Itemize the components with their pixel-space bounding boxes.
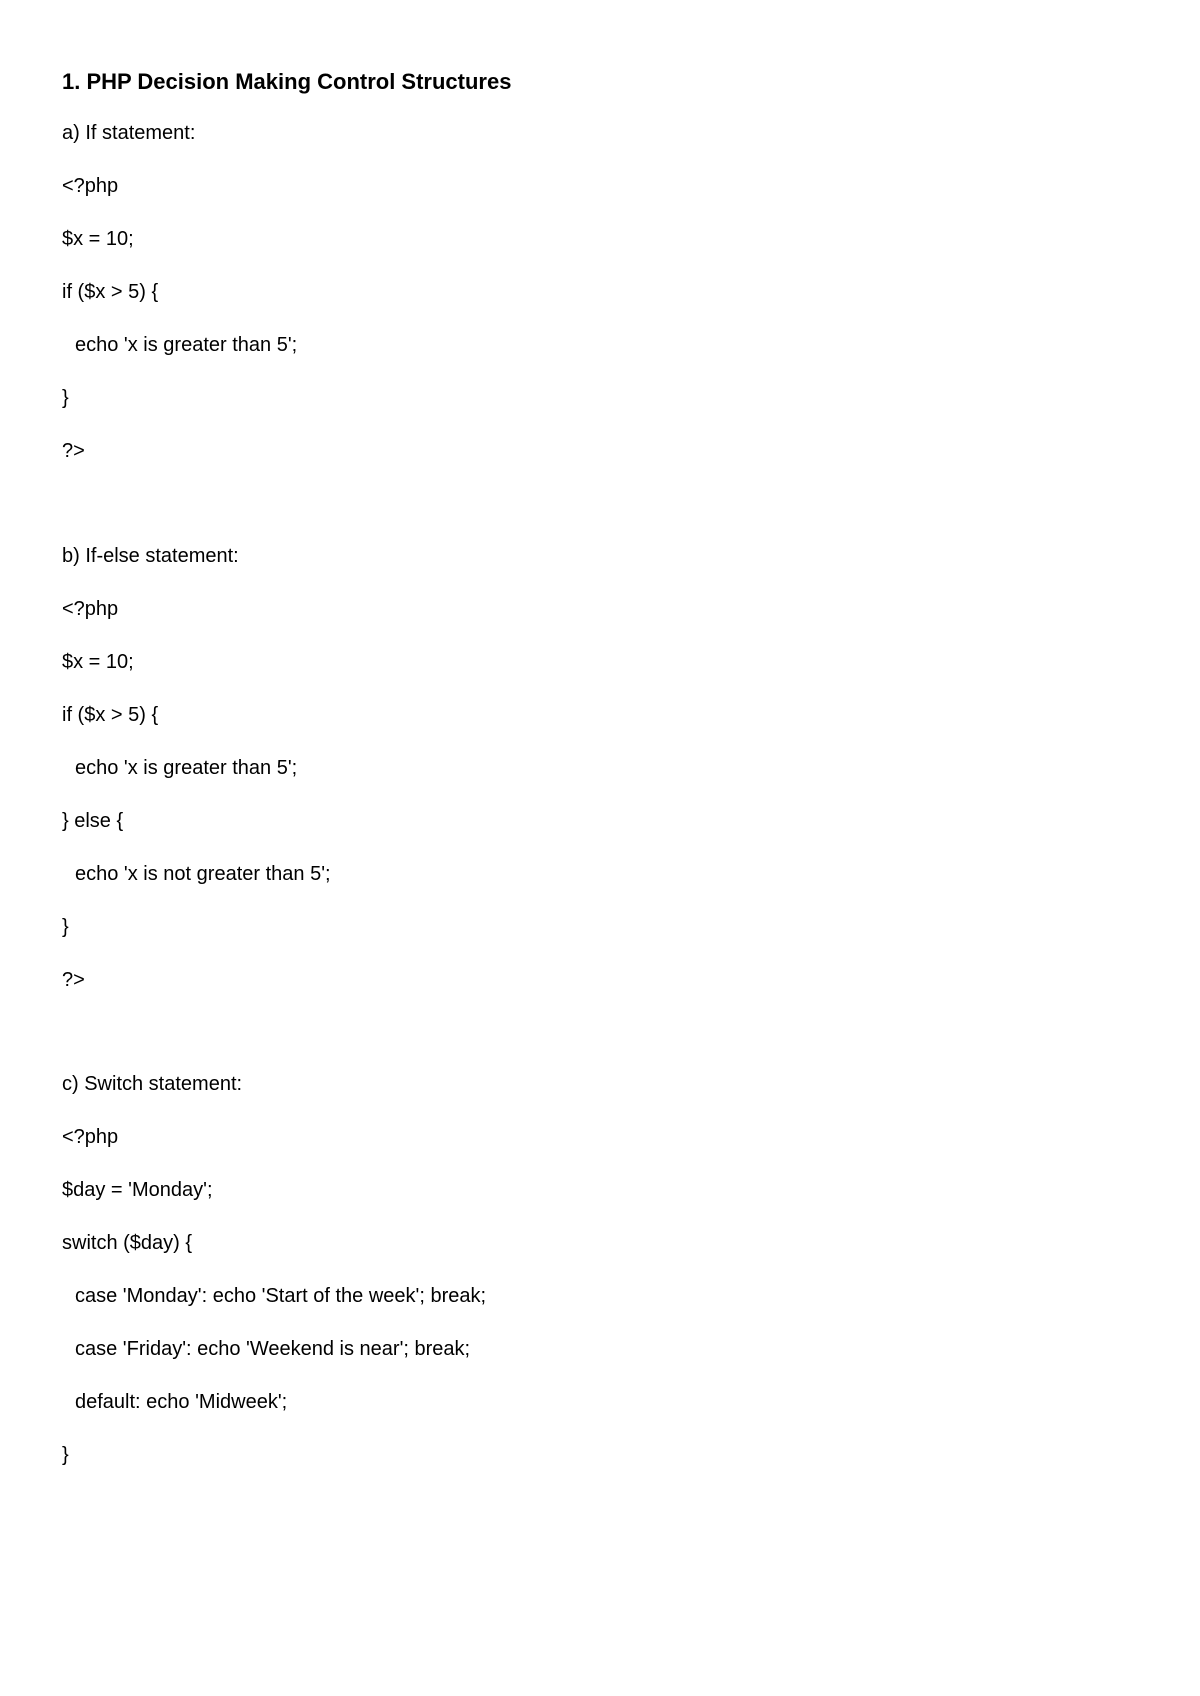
- code-line: $day = 'Monday';: [62, 1179, 213, 1201]
- code-line: } else {: [62, 810, 124, 832]
- code-line: case 'Monday': echo 'Start of the week'; break;: [75, 1285, 487, 1307]
- code-line: }: [62, 1444, 69, 1466]
- code-line: $x = 10;: [62, 228, 134, 250]
- code-line: if ($x > 5) {: [62, 704, 159, 726]
- code-line: if ($x > 5) {: [62, 281, 159, 303]
- code-line: echo 'x is greater than 5';: [75, 334, 298, 356]
- code-line: }: [62, 387, 69, 409]
- code-line: <?php: [62, 598, 119, 620]
- code-line: echo 'x is greater than 5';: [75, 757, 298, 779]
- section-heading-if-else: b) If-else statement:: [62, 545, 239, 567]
- code-line: }: [62, 916, 69, 938]
- code-line: echo 'x is not greater than 5';: [75, 863, 331, 885]
- code-line: case 'Friday': echo 'Weekend is near'; break;: [75, 1338, 471, 1360]
- code-line: default: echo 'Midweek';: [75, 1391, 288, 1413]
- section-heading-switch: c) Switch statement:: [62, 1073, 243, 1095]
- code-line: ?>: [62, 969, 85, 991]
- code-line: <?php: [62, 1126, 119, 1148]
- code-line: switch ($day) {: [62, 1232, 193, 1254]
- section-heading-if: a) If statement:: [62, 122, 196, 144]
- document-title: 1. PHP Decision Making Control Structures: [62, 69, 512, 94]
- code-line: $x = 10;: [62, 651, 134, 673]
- code-line: <?php: [62, 175, 119, 197]
- code-line: ?>: [62, 440, 85, 462]
